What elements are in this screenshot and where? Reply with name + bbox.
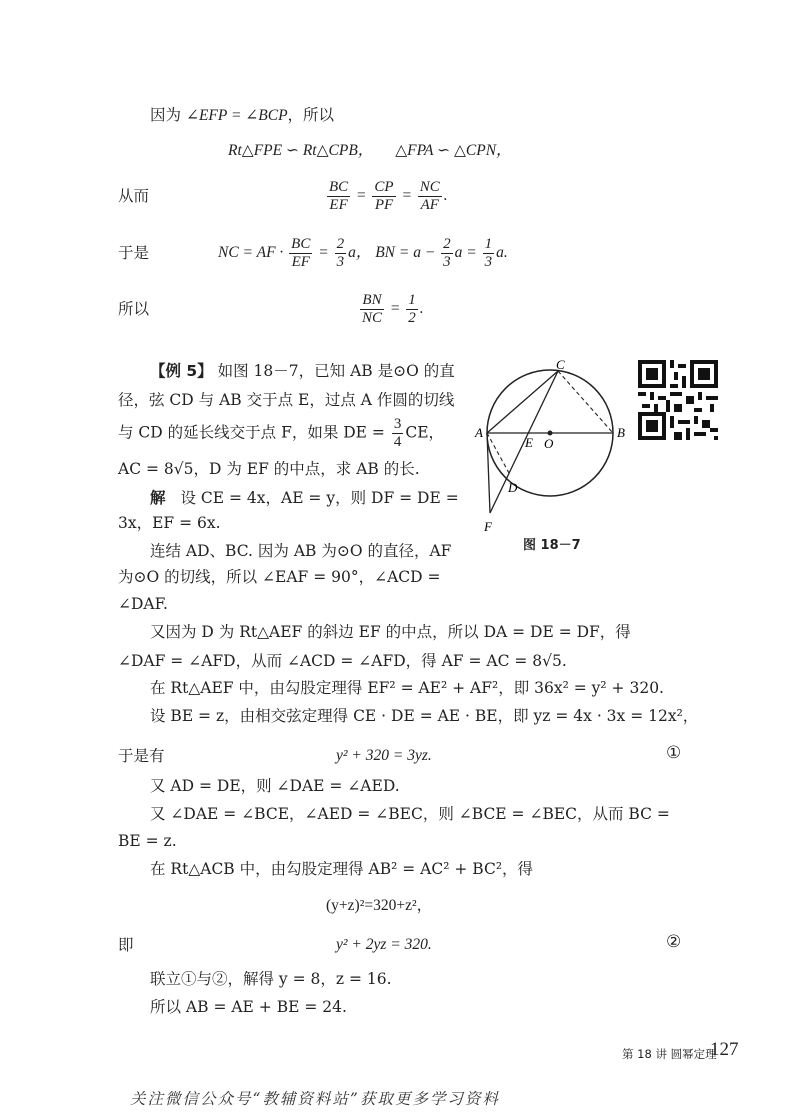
nc-bn-equation — [218, 234, 508, 272]
text: 与 CD 的延长线交于点 F，如果 DE = — [118, 423, 385, 442]
solution-line-5: ∠DAF. — [118, 595, 168, 613]
equation-number-2: ② — [666, 932, 682, 952]
solution-line-9: 设 BE = z，由相交弦定理得 CE · DE = AE · BE，即 yz = 4x · 3x = 12x²， — [150, 707, 699, 725]
solution-line-2: 3x，EF = 6x. — [118, 514, 221, 532]
frac-num: BC — [329, 178, 349, 195]
solution-line-13: BE = z. — [118, 832, 177, 850]
text: 因为 — [150, 106, 182, 124]
example-line-2: 径，弦 CD 与 AB 交于点 E，过点 A 作圆的切线 — [118, 391, 455, 409]
label-d: D — [508, 480, 518, 495]
frac-den: NC — [362, 309, 383, 326]
solution-line-8: 在 Rt△AEF 中，由勾股定理得 EF² = AE² + AF²，即 36x² = y² + 320. — [150, 679, 664, 697]
example-line-1 — [150, 360, 455, 382]
equals: = — [389, 300, 401, 317]
qr-code[interactable] — [638, 360, 718, 440]
equals: = — [318, 244, 329, 261]
math: NC = AF · — [218, 244, 284, 261]
label-f: F — [484, 519, 492, 534]
chapter-title: 第 18 讲 圆幂定理 — [622, 1047, 717, 1061]
label-a: A — [475, 425, 483, 440]
example-line-3 — [118, 416, 444, 451]
solution-line-4: 为⊙O 的切线，所以 ∠EAF = 90°，∠ACD = — [118, 568, 441, 586]
solution-line-6: 又因为 D 为 Rt△AEF 的斜边 EF 的中点，所以 DA = DE = DF，得 — [150, 623, 631, 641]
frac-den: EF — [329, 196, 348, 213]
solution-line-11: 又 AD = DE，则 ∠DAE = ∠AED. — [150, 777, 400, 795]
period: . — [419, 300, 424, 317]
solution-line-17: 联立①与②，解得 y = 8，z = 16. — [150, 970, 392, 988]
frac-den: 2 — [408, 309, 416, 326]
solution-line-18: 所以 AB = AE + BE = 24. — [150, 998, 347, 1016]
label-e: E — [525, 435, 533, 450]
label-yushiyou: 于是有 — [118, 747, 165, 765]
equals: = — [356, 187, 367, 204]
math: △FPA ∽ △CPN， — [395, 142, 512, 159]
bn-nc-ratio — [358, 290, 424, 328]
frac-den: EF — [291, 253, 310, 270]
equals: = — [401, 187, 412, 204]
label-congcong: 从而 — [118, 187, 150, 205]
frac-num: 1 — [484, 235, 493, 252]
label-yushi: 于是 — [118, 244, 150, 262]
label-ji: 即 — [118, 936, 134, 954]
math: a. — [496, 244, 508, 261]
label-suoyi: 所以 — [118, 300, 150, 318]
equation-1: y² + 320 = 3yz. — [336, 747, 432, 764]
text: CE， — [405, 423, 445, 442]
frac-num: 3 — [393, 416, 402, 432]
equation-number-1: ① — [666, 743, 682, 763]
solution-line-1 — [150, 487, 459, 509]
ratio-equation — [325, 177, 448, 215]
equation-expanded: (y+z)²=320+z²， — [326, 897, 433, 914]
solution-line-7: ∠DAF = ∠AFD，从而 ∠ACD = ∠AFD，得 AF = AC = 8√5. — [118, 652, 567, 670]
frac-num: 2 — [336, 235, 345, 252]
figure-caption: 图 18－7 — [523, 538, 581, 553]
frac-num: 2 — [443, 235, 451, 252]
equation-2: y² + 2yz = 320. — [336, 936, 432, 953]
math: ∠EFP = ∠BCP — [185, 107, 288, 124]
text: 如图 18－7，已知 AB 是⊙O 的直 — [217, 362, 455, 380]
frac-den: 3 — [484, 253, 493, 270]
frac-num: CP — [374, 178, 394, 195]
frac-num: BC — [291, 235, 311, 252]
frac-num: NC — [419, 178, 440, 195]
math: a， BN = a − — [348, 244, 436, 261]
solution-line-14: 在 Rt△ACB 中，由勾股定理得 AB² = AC² + BC²，得 — [150, 860, 534, 878]
frac-num: BN — [362, 291, 382, 308]
text: 设 CE = 4x，AE = y，则 DF = DE = — [180, 489, 459, 507]
similarity-line — [228, 140, 512, 162]
math: Rt△FPE ∽ Rt△CPB， — [228, 142, 374, 159]
center-point — [548, 431, 553, 436]
page-number: 127 — [710, 1039, 739, 1060]
example-line-4: AC = 8√5，D 为 EF 的中点，求 AB 的长. — [118, 460, 420, 478]
period: . — [443, 187, 448, 204]
solution-tag: 解 — [150, 489, 166, 507]
frac-num: 1 — [408, 291, 416, 308]
label-c: C — [556, 357, 565, 372]
frac-den: 4 — [393, 434, 402, 450]
solution-line-12: 又 ∠DAE = ∠BCE，∠AED = ∠BEC，则 ∠BCE = ∠BEC，从而 BC = — [150, 805, 670, 823]
watermark-text: 关注微信公众号“教辅资料站”获取更多学习资料 — [130, 1090, 500, 1108]
text-line-1 — [150, 104, 334, 127]
math: a = — [454, 244, 477, 261]
label-b: B — [617, 425, 625, 440]
frac-den: AF — [420, 196, 439, 213]
solution-line-3: 连结 AD、BC. 因为 AB 为⊙O 的直径，AF — [150, 542, 452, 560]
frac-den: PF — [374, 196, 394, 213]
example-tag: 【例 5】 — [150, 362, 213, 380]
label-o: O — [544, 436, 554, 451]
figure-18-7 — [470, 355, 640, 545]
frac-den: 3 — [443, 253, 451, 270]
frac-den: 3 — [336, 253, 345, 270]
segment-ac — [487, 371, 558, 433]
text: ，所以 — [287, 106, 335, 124]
